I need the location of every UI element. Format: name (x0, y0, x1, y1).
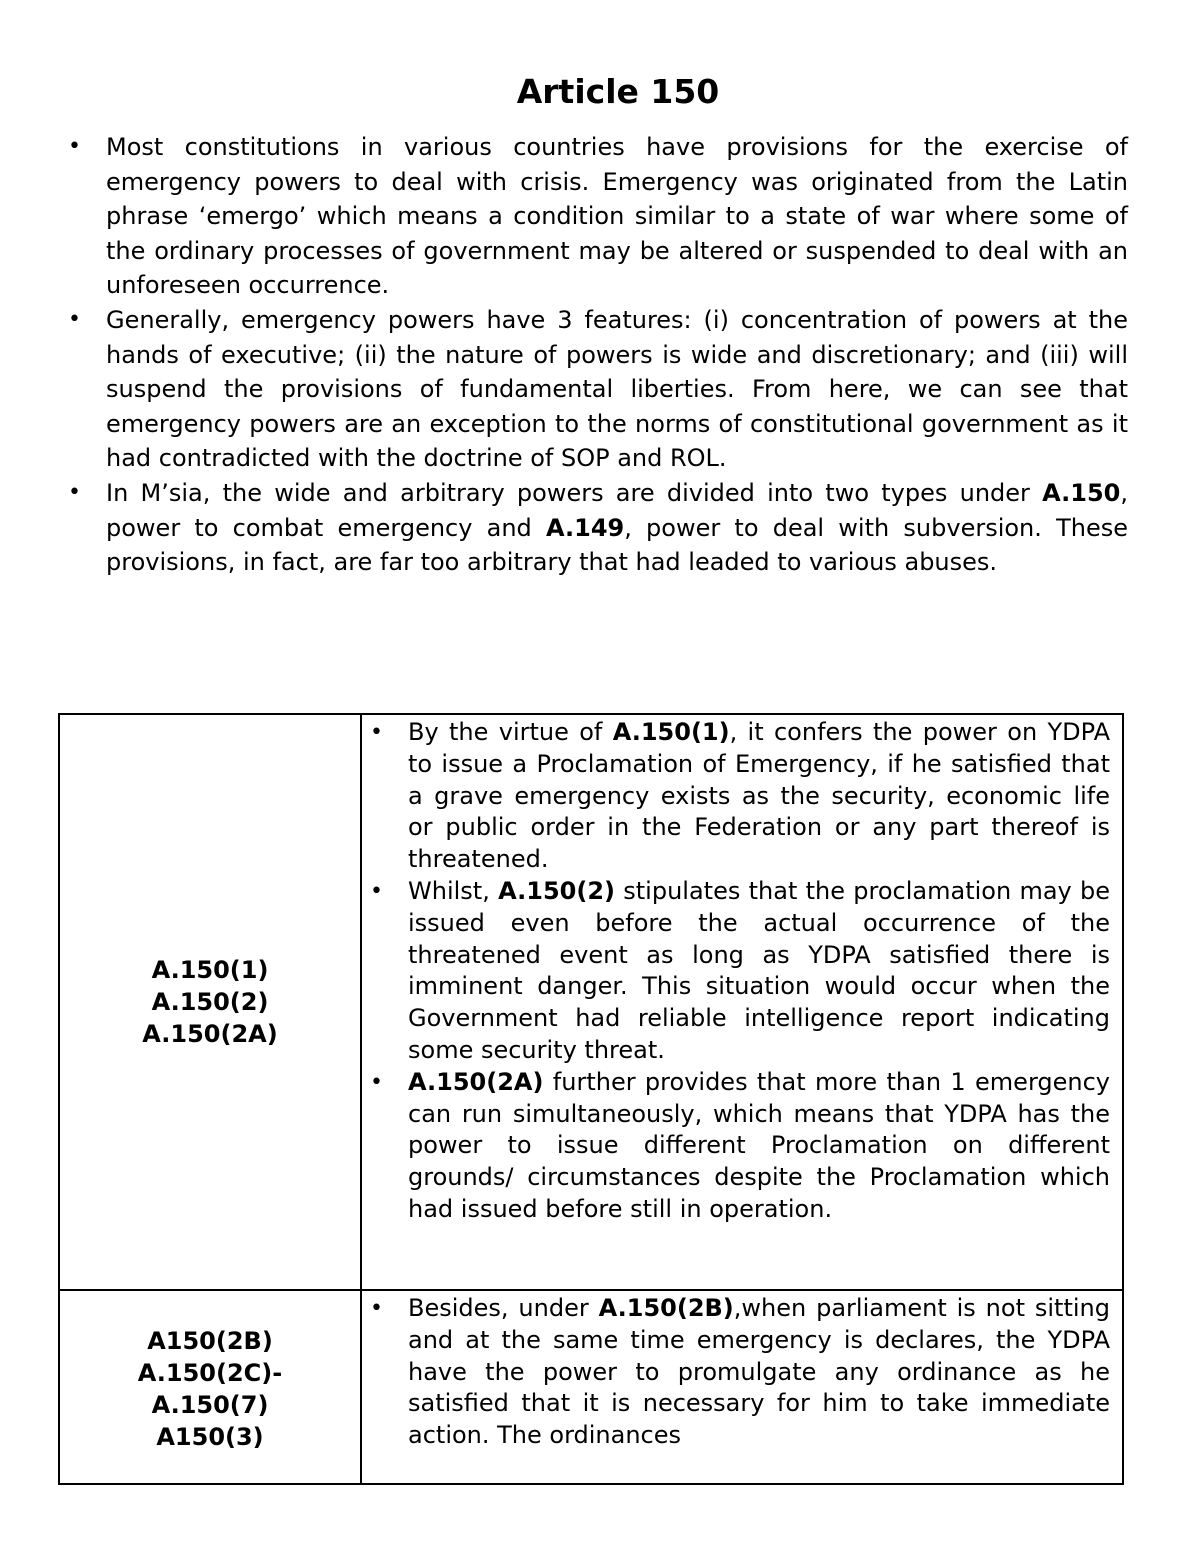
explanation-cell (361, 714, 1123, 1290)
article-ref: A.150(2C)- (137, 1359, 283, 1387)
body-text: Besides, under (408, 1294, 599, 1322)
list-item (370, 1067, 1110, 1226)
body-text: further provides that more than 1 emergency can run simultaneously, which means that YDPA has the power to issue different Proclamation on different grounds/ circumstances despite the Proclamation which had issued before still in operation. (408, 1067, 1110, 1223)
body-text: By the virtue of (408, 718, 613, 746)
intro-item (62, 130, 1128, 303)
article-ref-bold: A.149 (546, 513, 625, 542)
article-ref: A150(3) (156, 1423, 264, 1451)
explanation-cell (361, 1290, 1123, 1484)
bullet-icon: • (370, 1296, 383, 1321)
explanation-list (362, 715, 1122, 1226)
intro-text: In M’sia, the wide and arbitrary powers are divided into two types under (106, 478, 1043, 507)
intro-item (62, 476, 1128, 580)
bullet-icon: • (370, 720, 383, 745)
body-text: Whilst, (408, 876, 499, 905)
list-item (370, 1293, 1110, 1452)
list-item (370, 876, 1111, 1067)
article-ref-bold: A.150(2B) (598, 1294, 734, 1322)
article-ref: A.150(2A) (142, 1020, 278, 1048)
explanation-list (362, 1291, 1122, 1452)
article-ref: A.150(7) (151, 1391, 269, 1419)
body-text: , it confers the power on YDPA to issue a Proclamation of Emergency, if he satisfied that a grave emergency exists as the security, economic life or public order in the Federation or any part thereof is threatened. (408, 718, 1110, 874)
article-ref: A.150(1) (151, 956, 269, 984)
body-text: stipulates that the proclamation may be issued even before the actual occurrence of the threatened event as long as YDPA satisfied there is imminent danger. This situation would occur when the Government had reliable intelligence report indicating some security threat. (408, 876, 1111, 1064)
article-ref-bold: A.150(1) (612, 718, 730, 746)
bullet-icon: • (68, 134, 81, 159)
article-refs-cell (59, 714, 361, 1290)
page-title: Article 150 (516, 72, 720, 111)
intro-text: , power to deal with subversion. These provisions, in fact, are far too arbitrary that had leaded to various abuses. (106, 513, 1128, 577)
article-refs-cell (59, 1290, 361, 1484)
article-table (58, 713, 1124, 1485)
list-item (370, 717, 1110, 876)
article-ref-bold: A.150 (1042, 478, 1121, 507)
table-row (59, 1290, 1123, 1484)
intro-paragraph-2: Generally, emergency powers have 3 features: (i) concentration of powers at the hands of executive; (ii) the nature of powers is wide and discretionary; and (iii) will suspend the provisions of fundamental liberties. From here, we can see that emergency powers are an exception to the norms of constitutional government as it had contradicted with the doctrine of SOP and ROL. (106, 305, 1128, 473)
intro-paragraph-3 (106, 479, 1128, 576)
article-ref-bold: A.150(2A) (408, 1067, 544, 1096)
intro-list (62, 130, 1128, 580)
article-ref: A.150(2) (151, 988, 269, 1016)
article-ref-bold: A.150(2) (498, 876, 615, 905)
bullet-icon: • (68, 306, 81, 332)
body-text: ,when parliament is not sitting and at the same time emergency is declares, the YDPA have the power to promulgate any ordinance as he satisfied that it is necessary for him to take immediate action. The ordinances (408, 1294, 1110, 1450)
table-row (59, 714, 1123, 1290)
bullet-icon: • (68, 479, 81, 505)
intro-text: , power to combat emergency and (106, 478, 1128, 542)
article-ref: A150(2B) (147, 1327, 273, 1355)
intro-item (62, 303, 1128, 476)
intro-paragraph-1: Most constitutions in various countries have provisions for the exercise of emergency powers to deal with crisis. Emergency was originated from the Latin phrase ‘emergo’ which means a condition similar to a state of war where some of the ordinary processes of government may be altered or suspended to deal with an unforeseen occurrence. (106, 133, 1128, 300)
bullet-icon: • (370, 1069, 383, 1095)
bullet-icon: • (370, 878, 383, 904)
